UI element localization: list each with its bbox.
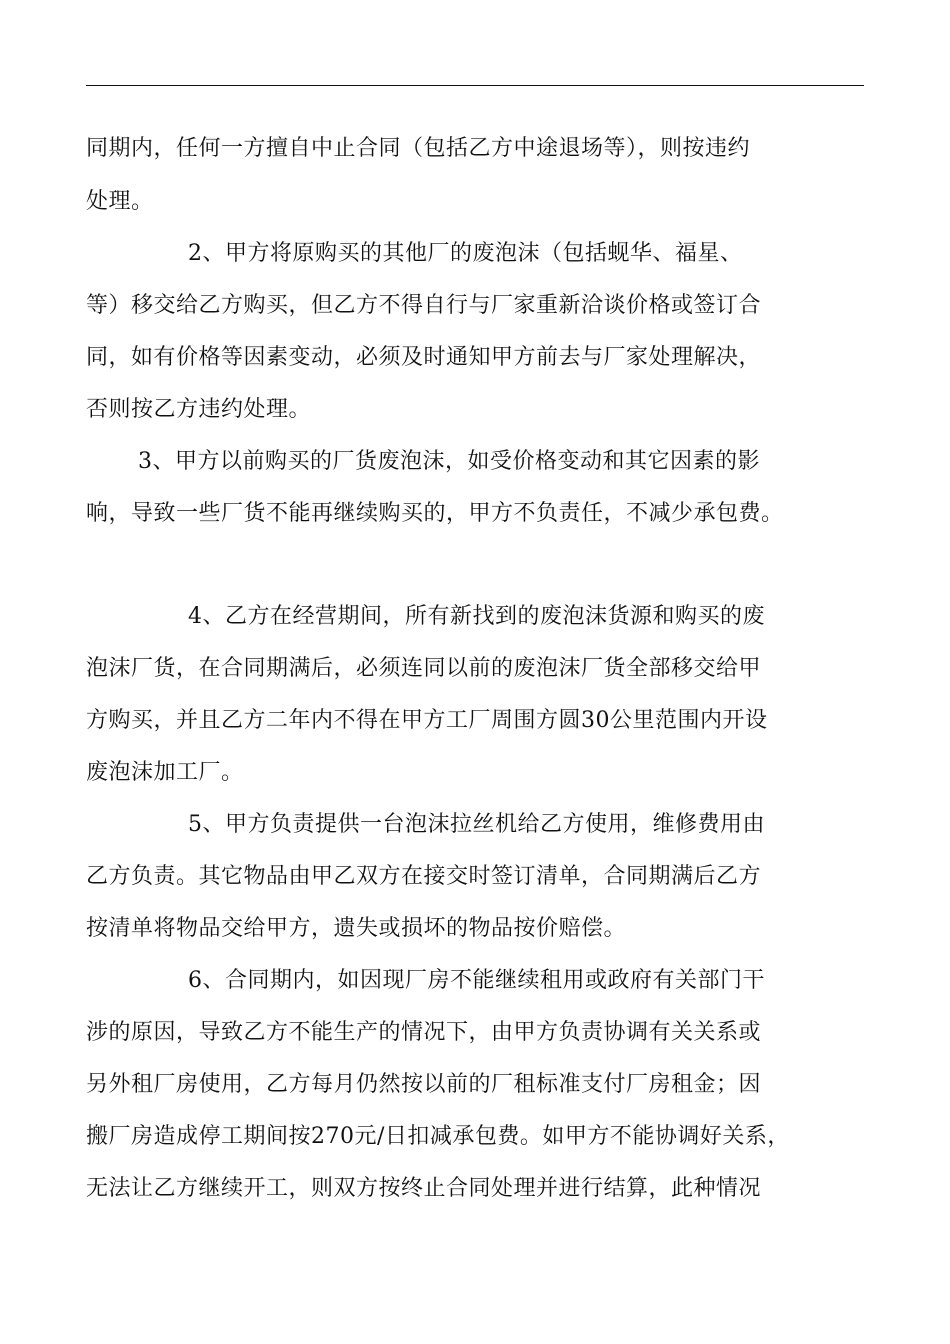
paragraph-3-first-line: 3、甲方以前购买的厂货废泡沫，如受价格变动和其它因素的影 <box>138 449 760 474</box>
paragraph-4-first-line: 4、乙方在经营期间，所有新找到的废泡沫货源和购买的废 <box>188 604 765 629</box>
text-line: 另外租厂房使用，乙方每月仍然按以前的厂租标准支付厂房租金；因 <box>86 1072 762 1097</box>
text-line: 乙方负责。其它物品由甲乙双方在接交时签订清单，合同期满后乙方 <box>86 864 762 889</box>
header-rule <box>86 85 864 86</box>
text-line: 无法让乙方继续开工，则双方按终止合同处理并进行结算，此种情况 <box>86 1176 762 1201</box>
text-line: 同期内，任何一方擅自中止合同（包括乙方中途退场等），则按违约 <box>86 136 751 161</box>
text-line: 等）移交给乙方购买，但乙方不得自行与厂家重新洽谈价格或签订合 <box>86 293 762 318</box>
text-line: 同，如有价格等因素变动，必须及时通知甲方前去与厂家处理解决， <box>86 345 762 370</box>
text-line: 涉的原因，导致乙方不能生产的情况下，由甲方负责协调有关关系或 <box>86 1020 762 1045</box>
text-line: 方购买，并且乙方二年内不得在甲方工厂周围方圆30公里范围内开设 <box>86 708 768 733</box>
text-line: 搬厂房造成停工期间按270元/日扣减承包费。如甲方不能协调好关系， <box>86 1124 790 1149</box>
text-line: 废泡沫加工厂。 <box>86 760 244 785</box>
text-line: 否则按乙方违约处理。 <box>86 397 312 422</box>
text-line: 处理。 <box>86 189 154 214</box>
paragraph-5-first-line: 5、甲方负责提供一台泡沫拉丝机给乙方使用，维修费用由 <box>188 812 765 837</box>
paragraph-2-first-line: 2、甲方将原购买的其他厂的废泡沫（包括蚬华、福星、 <box>188 241 743 266</box>
text-line: 响，导致一些厂货不能再继续购买的，甲方不负责任，不减少承包费。 <box>86 501 784 526</box>
paragraph-6-first-line: 6、合同期内，如因现厂房不能继续租用或政府有关部门干 <box>188 968 765 993</box>
text-line: 按清单将物品交给甲方，遗失或损坏的物品按价赔偿。 <box>86 916 627 941</box>
text-line: 泡沫厂货，在合同期满后，必须连同以前的废泡沫厂货全部移交给甲 <box>86 656 762 681</box>
